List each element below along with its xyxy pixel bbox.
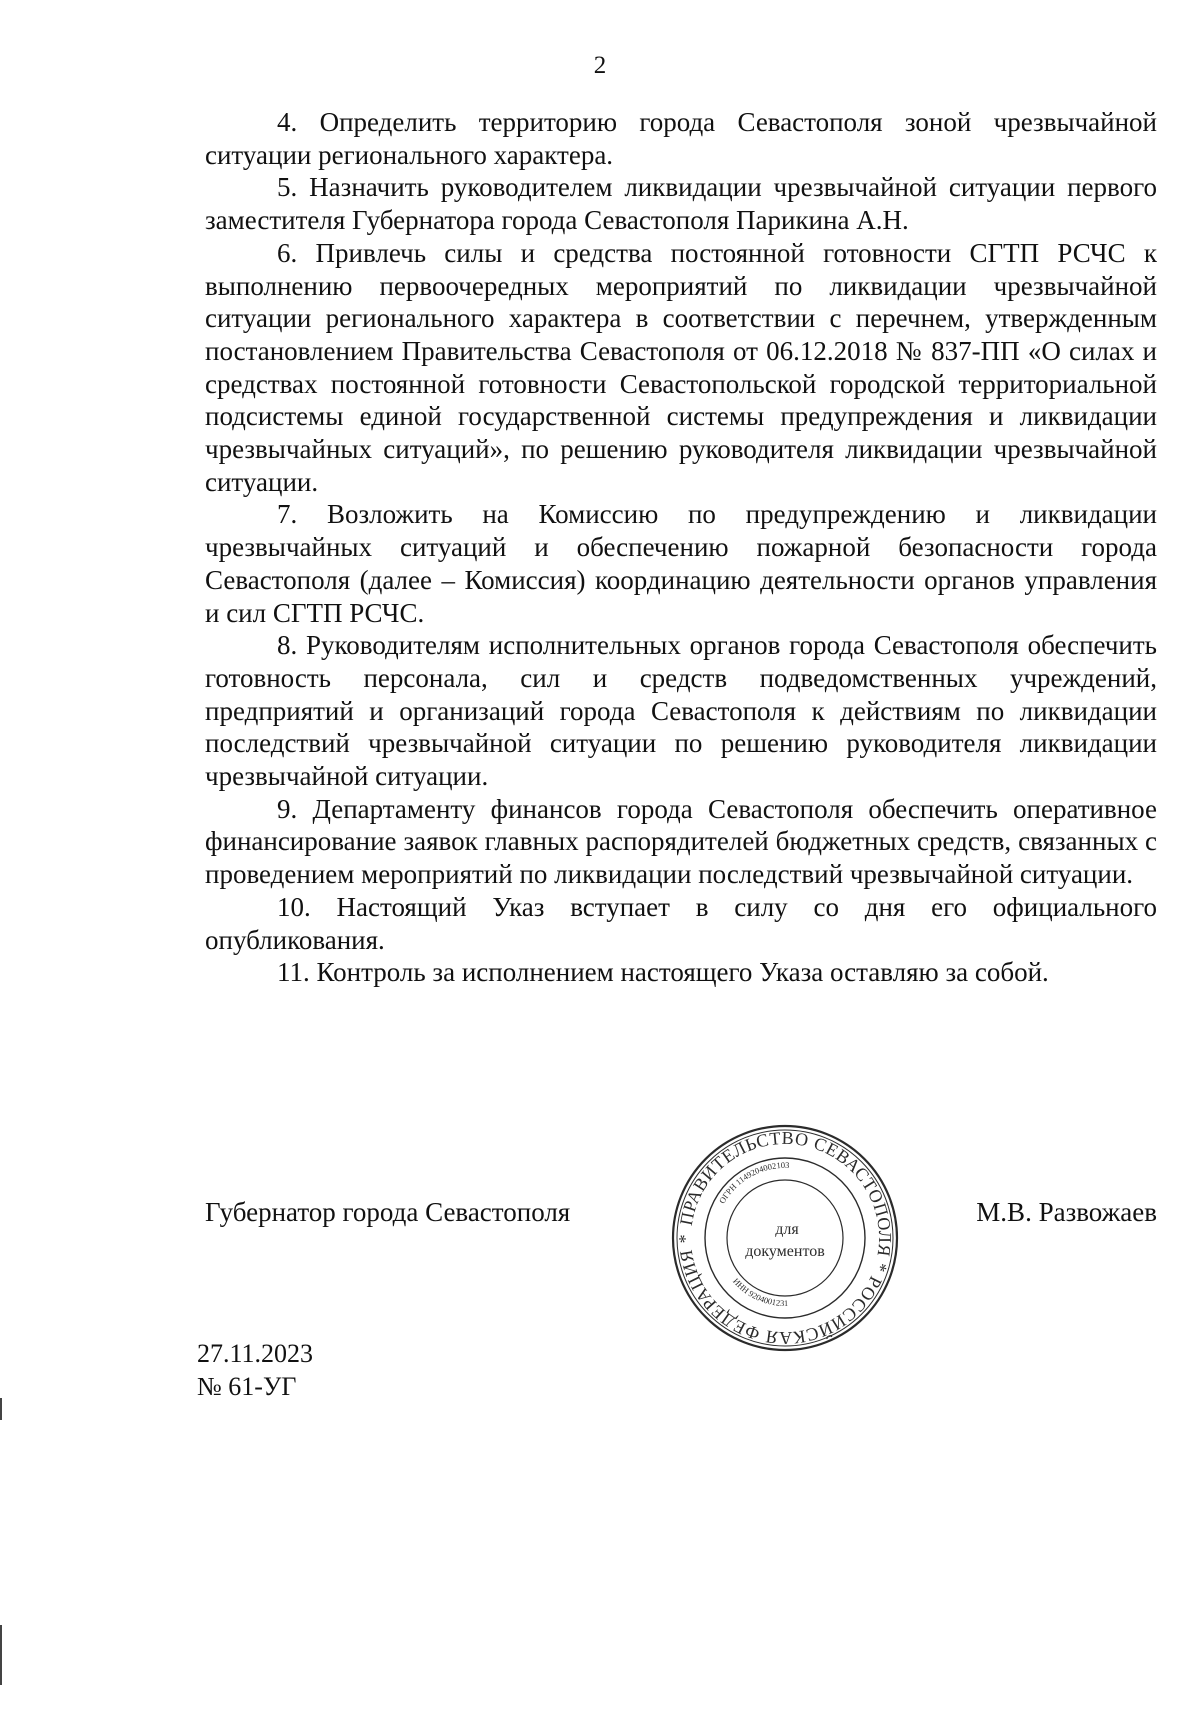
paragraph-9: 9. Департаменту финансов города Севастополя обеспечить оперативное финансирование заявок главных распорядителей бюджетных средств, связанных с проведением мероприятий по ликвидации последствий чрезвычайной ситуации. <box>205 793 1157 890</box>
document-number: № 61-УГ <box>197 1372 297 1401</box>
paragraph-10: 10. Настоящий Указ вступает в силу со дня его официального опубликования. <box>205 891 1157 955</box>
page-number: 2 <box>593 52 607 79</box>
document-meta <box>197 1337 313 1403</box>
document-body <box>205 106 1157 989</box>
signatory-name: М.В. Развожаев <box>976 1197 1157 1227</box>
stamp-center-line1: для <box>775 1221 799 1238</box>
stamp-inner-top-text: ОГРН 1149204002103 <box>716 1159 790 1206</box>
paragraph-4: 4. Определить территорию города Севастополя зоной чрезвычайной ситуации регионального характера. <box>205 107 1157 170</box>
scan-edge-mark <box>0 1625 2 1685</box>
stamp-outer-text: ПРАВИТЕЛЬСТВО СЕВАСТОПОЛЯ * РОССИЙСКАЯ ФЕДЕРАЦИЯ * <box>674 1127 896 1349</box>
paragraph-8: 8. Руководителям исполнительных органов города Севастополя обеспечить готовность персонала, сил и средств подведомственных учреждений, предприятий и организаций города Севастополя к действиям по ликвидации последствий чрезвычайной ситуации по решению руководителя ликвидации чрезвычайной ситуации. <box>205 630 1157 792</box>
stamp-inner-bottom-text: ИНН 9204001231 <box>731 1276 789 1309</box>
paragraph-5: 5. Назначить руководителем ликвидации чрезвычайной ситуации первого заместителя Губернатора города Севастополя Парикина А.Н. <box>205 172 1157 236</box>
scan-edge-mark <box>0 1398 2 1420</box>
official-seal-stamp <box>665 1118 905 1358</box>
stamp-center-line2: документов <box>745 1243 825 1260</box>
paragraph-11: 11. Контроль за исполнением настоящего Указа оставляю за собой. <box>277 957 1049 988</box>
signatory-title: Губернатор города Севастополя <box>205 1197 571 1227</box>
paragraph-7: 7. Возложить на Комиссию по предупреждению и ликвидации чрезвычайных ситуаций и обеспечению пожарной безопасности города Севастополя (далее – Комиссия) координацию деятельности органов управления и сил СГТП РСЧС. <box>205 499 1157 628</box>
document-date: 27.11.2023 <box>197 1339 314 1368</box>
paragraph-6: 6. Привлечь силы и средства постоянной готовности СГТП РСЧС к выполнению первоочередных мероприятий по ликвидации чрезвычайной ситуации регионального характера в соответствии с перечнем, утвержденным постановлением Правительства Севастополя от 06.12.2018 № 837-ПП «О силах и средствах постоянной готовности Севастопольской городской территориальной подсистемы единой государственной системы предупреждения и ликвидации чрезвычайных ситуаций», по решению руководителя ликвидации чрезвычайной ситуации. <box>205 237 1157 497</box>
